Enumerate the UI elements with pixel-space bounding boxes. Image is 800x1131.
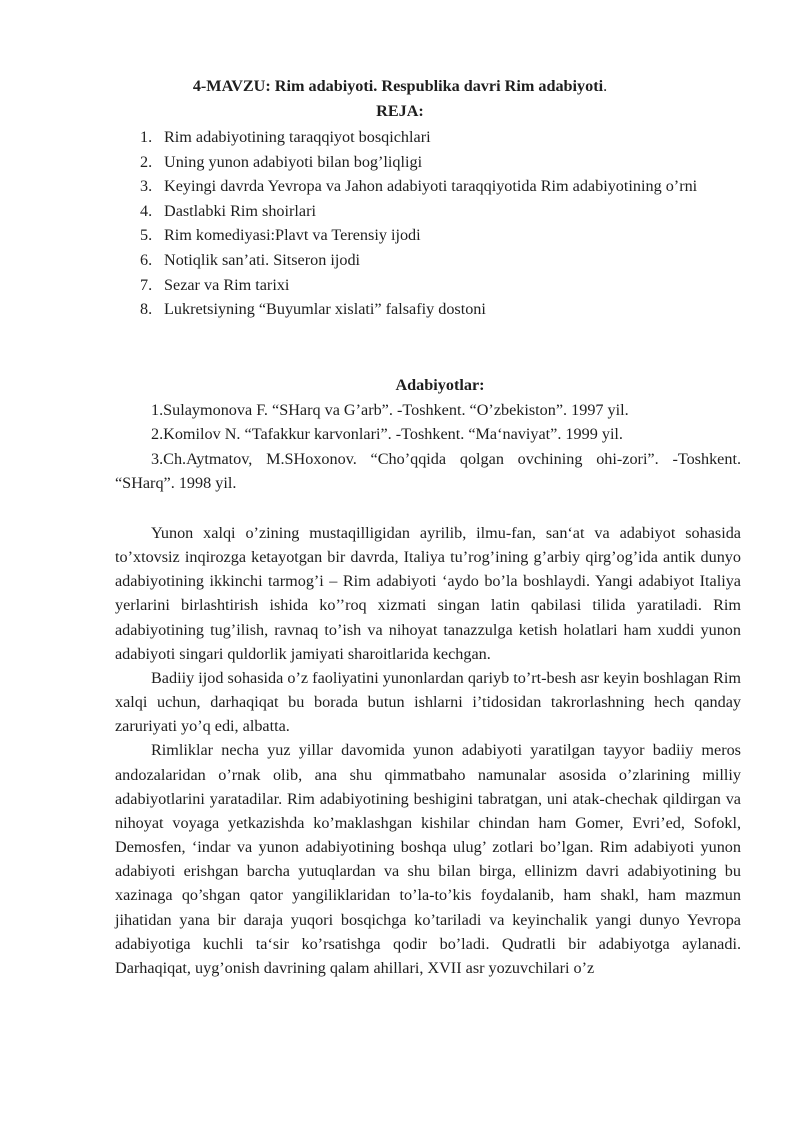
plan-item-text: Rim adabiyotining taraqqiyot bosqichlari xyxy=(164,128,431,146)
plan-item xyxy=(140,199,750,224)
plan-item-number: 7. xyxy=(140,275,153,294)
plan-item-number: 2. xyxy=(140,152,153,171)
literature-heading: Adabiyotlar: xyxy=(395,376,485,394)
plan-item-text: Lukretsiyning “Buyumlar xislati” falsafiy dostoni xyxy=(164,300,486,319)
title-text: 4-MAVZU: Rim adabiyoti. Respublika davri Rim adabiyoti xyxy=(192,77,604,95)
plan-item xyxy=(140,125,750,150)
literature-item: 1.Sulaymonova F. “SHarq va G’arb”. -Toshkent. “O’zbekiston”. 1997 yil. xyxy=(151,401,629,419)
plan-item xyxy=(140,273,750,298)
plan-item-number: 3. xyxy=(140,177,153,196)
body-paragraph: Badiiy ijod sohasida o’z faoliyatini yunonlardan qariyb to’rt-besh asr keyin boshlagan Rim xalqi uchun, darhaqiqat bu borada butun ishlarni i’tidosidan takrorlashning hech qanday zaruriyati yo’q edi, albatta. xyxy=(115,668,741,736)
body-paragraph: Yunon xalqi o’zining mustaqilligidan ayrilib, ilmu-fan, san‘at va adabiyot sohasida to’xtovsiz inqirozga ketayotgan bir davrda, Italiya tu’rog’ining g’arbiy qirg’og’ida antik dunyo adabiyotining ikkinchi tarmog’i – Rim adabiyoti ‘aydo bo’la boshlaydi. Yangi adabiyot Italiya yerlarini birlashtirish ishida ko’’roq xizmati singan latin qabilasi tilida yaratiladi. Rim adabiyotining tug’ilish, ravnaq to’ish va nihoyat tanazzulga ketish holatlari ham xuddi yunon adabiyoti singari quldorlik jamiyati sharoitlarida kechgan. xyxy=(115,524,741,663)
plan-item-number: 4. xyxy=(140,201,153,220)
plan-list xyxy=(140,125,750,322)
plan-item-number: 8. xyxy=(140,300,153,319)
plan-item xyxy=(140,248,750,273)
plan-item-number: 1. xyxy=(140,128,153,146)
plan-heading: REJA: xyxy=(376,102,424,120)
plan-item-text: Keyingi davrda Yevropa va Jahon adabiyoti taraqqiyotida Rim adabiyotining o’rni xyxy=(164,177,698,196)
document-title xyxy=(0,74,800,98)
plan-item xyxy=(140,174,750,199)
plan-item-text: Rim komediyasi:Plavt va Terensiy ijodi xyxy=(164,226,421,245)
literature-item: 3.Ch.Aytmatov, M.SHoxonov. “Cho’qqida qolgan ovchining ohi-zori”. -Toshkent. “SHarq”. 1998 yil. xyxy=(115,449,741,493)
plan-item-number: 5. xyxy=(140,226,153,245)
plan-item-text: Notiqlik san’ati. Sitseron ijodi xyxy=(164,250,361,269)
title-period: . xyxy=(603,77,608,95)
plan-item-text: Uning yunon adabiyoti bilan bog’liqligi xyxy=(164,152,423,171)
body-text xyxy=(115,521,741,980)
plan-item-text: Dastlabki Rim shoirlari xyxy=(164,201,316,220)
plan-item xyxy=(140,297,750,322)
plan-item-text: Sezar va Rim tarixi xyxy=(164,275,290,294)
plan-item xyxy=(140,150,750,175)
literature-list xyxy=(115,398,741,496)
body-paragraph: Rimliklar necha yuz yillar davomida yunon adabiyoti yaratilgan tayyor badiiy meros andozalaridan o’rnak olib, ana shu qimmatbaho namunalar asosida o’zlarining milliy adabiyotlarini yaratadilar. Rim adabiyotining beshigini tabratgan, uni atak-chechak qildirgan va nihoyat voyaga yetkazishda ko’maklashgan kishilar chindan ham Gomer, Evri’ed, Sofokl, Demosfen, ‘indar va yunon adabiyotining boshqa ulug’ zotlari bo’lgan. Rim adabiyoti yunon adabiyoti erishgan barcha yutuqlardan va shu bilan birga, ellinizm davri adabiyotining bu xazinaga qo’shgan qator yangiliklaridan to’la-to’kis foydalanib, ham shakl, ham mazmun jihatidan yana bir daraja yuqori bosqichga ko’tariladi va keyinchalik yangi dunyo Yevropa adabiyotiga kuchli ta‘sir ko’rsatishga qodir bo’ladi. Qudratli bir adabiyotga aylanadi. Darhaqiqat, uyg’onish davrining qalam ahillari, XVII asr yozuvchilari o’z xyxy=(115,741,741,977)
literature-item: 2.Komilov N. “Tafakkur karvonlari”. -Toshkent. “Ma‘naviyat”. 1999 yil. xyxy=(151,425,623,444)
plan-item-number: 6. xyxy=(140,250,153,269)
plan-item xyxy=(140,223,750,248)
